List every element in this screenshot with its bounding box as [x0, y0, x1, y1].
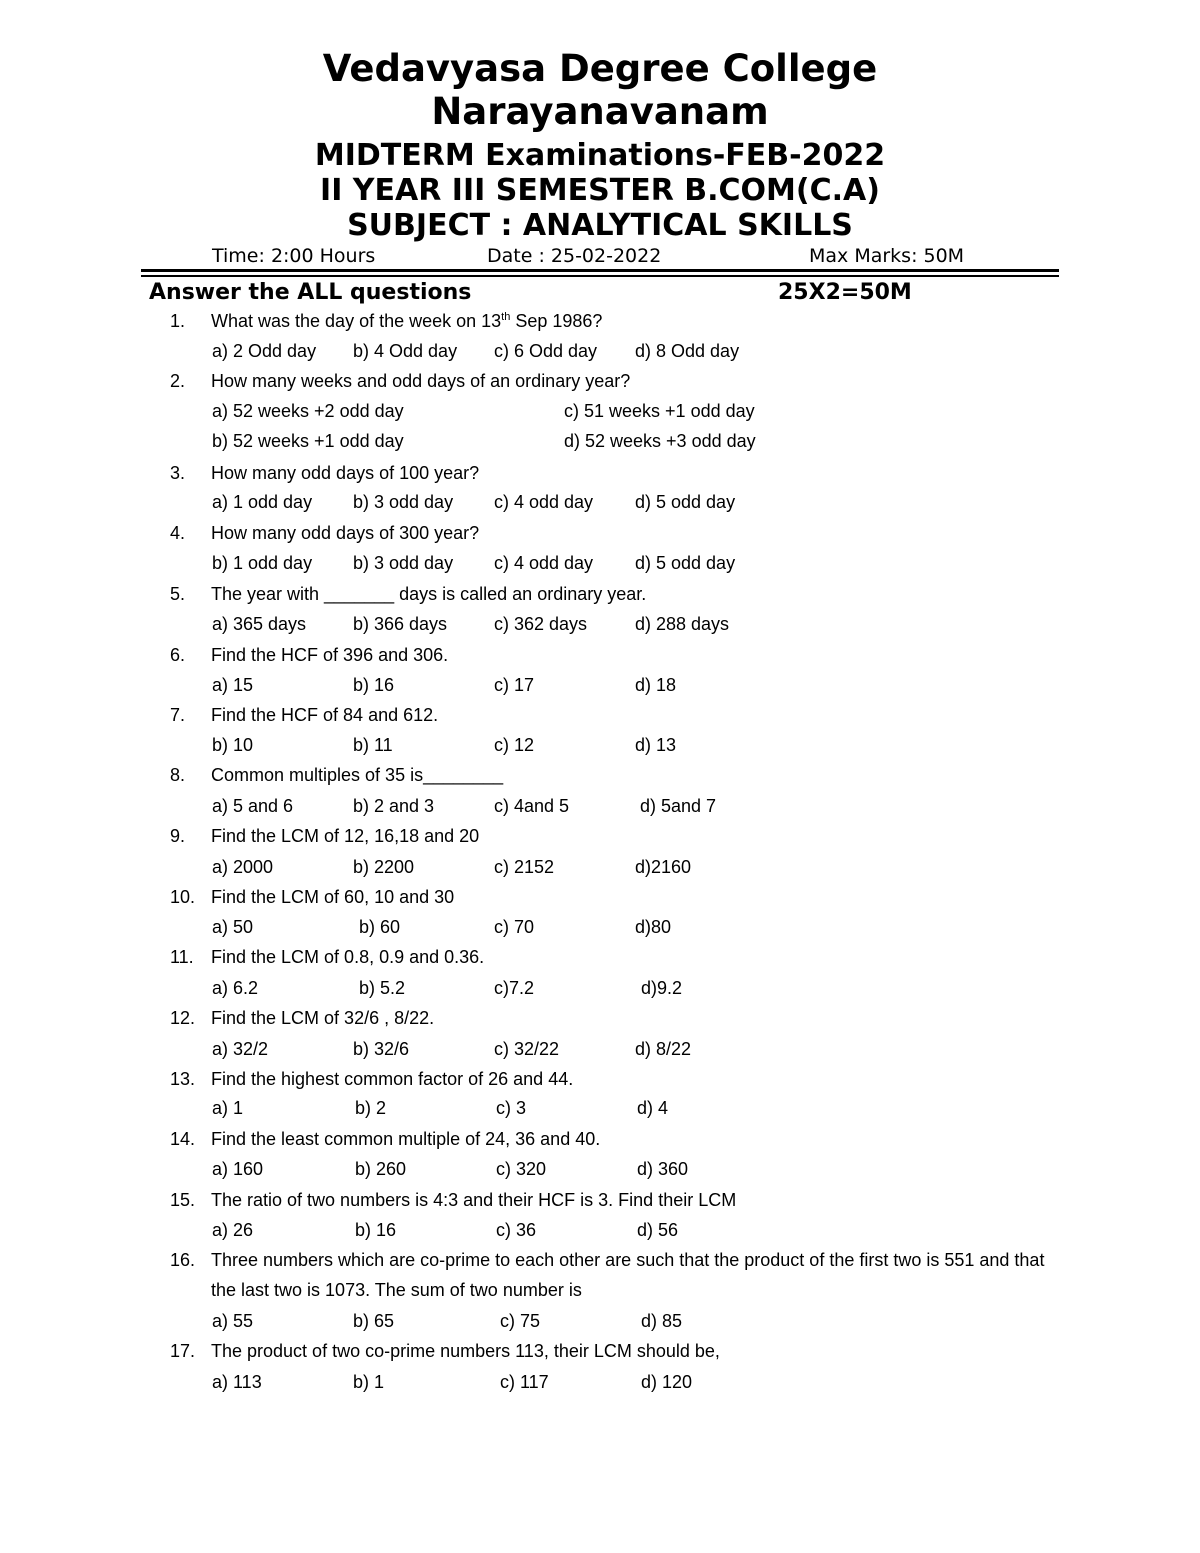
question-text: How many odd days of 100 year?: [211, 463, 480, 483]
option: c) 4 odd day: [494, 553, 594, 573]
question-number: 1.: [170, 311, 186, 331]
option: b) 11: [353, 735, 393, 755]
option: d) 5 odd day: [635, 492, 736, 512]
option: c) 4and 5: [494, 796, 570, 816]
question-number: 7.: [170, 705, 186, 725]
option: a) 113: [212, 1372, 262, 1392]
option: d)9.2: [641, 978, 683, 998]
option: c) 17: [494, 675, 535, 695]
instructions-text: Answer the ALL questions: [149, 280, 472, 305]
question-number: 17.: [170, 1341, 196, 1361]
header-divider: [141, 269, 1059, 272]
question-number: 5.: [170, 584, 186, 604]
question-number: 2.: [170, 371, 186, 391]
option: a) 1: [212, 1098, 244, 1118]
option: d) 85: [641, 1311, 683, 1331]
option: c) 36: [496, 1220, 537, 1240]
option: a) 32/2: [212, 1039, 269, 1059]
option: d) 8 Odd day: [635, 341, 740, 361]
question-text: The ratio of two numbers is 4:3 and their HCF is 3. Find their LCM: [211, 1190, 737, 1210]
option: c) 6 Odd day: [494, 341, 598, 361]
option: a) 50: [212, 917, 254, 937]
option: b) 1 odd day: [212, 553, 313, 573]
option: b) 2 and 3: [353, 796, 435, 816]
question-text: Find the LCM of 32/6 , 8/22.: [211, 1008, 435, 1028]
question-number: 4.: [170, 523, 186, 543]
exam-time: Time: 2:00 Hours: [212, 245, 376, 267]
question-text: How many odd days of 300 year?: [211, 523, 480, 543]
option: b) 2200: [353, 857, 415, 877]
question-text-part: Sep 1986?: [510, 311, 603, 331]
question-text: Find the HCF of 84 and 612.: [211, 705, 439, 725]
question-text: Three numbers which are co-prime to each other are such that the product of the first two is 551 and that the last two is 1073. The sum of two number is: [211, 1250, 1045, 1300]
question-number: 6.: [170, 645, 186, 665]
option: b) 60: [359, 917, 401, 937]
question-number: 16.: [170, 1250, 196, 1270]
option: b) 2: [355, 1098, 387, 1118]
option: a) 6.2: [212, 978, 259, 998]
question-text: Find the highest common factor of 26 and 44.: [211, 1069, 574, 1089]
question-text: Find the LCM of 60, 10 and 30: [211, 887, 455, 907]
option: d) 4: [637, 1098, 669, 1118]
college-place: Narayanavanam: [431, 90, 769, 133]
college-name: Vedavyasa Degree College: [322, 47, 878, 90]
option: b) 4 Odd day: [353, 341, 458, 361]
exam-date: Date : 25-02-2022: [487, 245, 662, 267]
option: d) 5 odd day: [635, 553, 736, 573]
question-number: 14.: [170, 1129, 196, 1149]
option: a) 5 and 6: [212, 796, 294, 816]
option: d) 18: [635, 675, 677, 695]
option: d)2160: [635, 857, 692, 877]
option: a) 15: [212, 675, 254, 695]
question-number: 12.: [170, 1008, 196, 1028]
marks-scheme: 25X2=50M: [778, 280, 912, 305]
subject-title: SUBJECT : ANALYTICAL SKILLS: [347, 208, 853, 243]
question-number: 8.: [170, 765, 186, 785]
option: b) 260: [355, 1159, 407, 1179]
option: d) 5and 7: [640, 796, 717, 816]
option: d) 120: [641, 1372, 693, 1392]
option: c) 3: [496, 1098, 527, 1118]
option: d) 288 days: [635, 614, 730, 634]
option: a) 2000: [212, 857, 274, 877]
option: b) 16: [355, 1220, 397, 1240]
option: c) 32/22: [494, 1039, 560, 1059]
question-text: Find the HCF of 396 and 306.: [211, 645, 449, 665]
question-text: The product of two co-prime numbers 113, their LCM should be,: [211, 1341, 720, 1361]
option: b) 32/6: [353, 1039, 410, 1059]
option: c) 362 days: [494, 614, 588, 634]
exam-title: MIDTERM Examinations-FEB-2022: [314, 138, 886, 173]
option: b) 5.2: [359, 978, 406, 998]
question-number: 9.: [170, 826, 186, 846]
option: d) 360: [637, 1159, 689, 1179]
option: c) 75: [500, 1311, 541, 1331]
option: c) 320: [496, 1159, 547, 1179]
option: c) 4 odd day: [494, 492, 594, 512]
option: a) 55: [212, 1311, 254, 1331]
question-text: Find the LCM of 0.8, 0.9 and 0.36.: [211, 947, 485, 967]
question-number: 11.: [170, 947, 194, 967]
option: b) 10: [212, 735, 254, 755]
max-marks: Max Marks: 50M: [809, 245, 965, 267]
option: c)7.2: [494, 978, 535, 998]
question-text: Find the least common multiple of 24, 36 and 40.: [211, 1129, 601, 1149]
option: b) 52 weeks +1 odd day: [212, 431, 404, 451]
option: c) 2152: [494, 857, 555, 877]
question-text: The year with _______ days is called an ordinary year.: [211, 584, 647, 604]
option: d) 52 weeks +3 odd day: [564, 431, 756, 451]
question-text-part: What was the day of the week on 13: [211, 311, 502, 331]
option: c) 70: [494, 917, 535, 937]
option: b) 366 days: [353, 614, 448, 634]
ordinal-suffix: th: [501, 311, 511, 323]
option: c) 51 weeks +1 odd day: [564, 401, 755, 421]
option: a) 26: [212, 1220, 254, 1240]
option: b) 3 odd day: [353, 553, 454, 573]
question-number: 10.: [170, 887, 196, 907]
option: c) 117: [500, 1372, 549, 1392]
option: b) 3 odd day: [353, 492, 454, 512]
question-text: Find the LCM of 12, 16,18 and 20: [211, 826, 480, 846]
option: d) 56: [637, 1220, 679, 1240]
header-divider-second: [141, 275, 1059, 277]
option: c) 12: [494, 735, 535, 755]
question-text: [211, 306, 1071, 336]
option: b) 1: [353, 1372, 385, 1392]
question-text: How many weeks and odd days of an ordinary year?: [211, 371, 631, 391]
option: b) 16: [353, 675, 395, 695]
question-number: 15.: [170, 1190, 196, 1210]
question-text: Common multiples of 35 is________: [211, 765, 504, 785]
question-number: 13.: [170, 1069, 196, 1089]
option: a) 2 Odd day: [212, 341, 317, 361]
option: d) 13: [635, 735, 677, 755]
question-number: 3.: [170, 463, 186, 483]
option: d)80: [635, 917, 672, 937]
option: a) 52 weeks +2 odd day: [212, 401, 404, 421]
option: a) 160: [212, 1159, 264, 1179]
option: a) 365 days: [212, 614, 307, 634]
option: a) 1 odd day: [212, 492, 313, 512]
year-semester: II YEAR III SEMESTER B.COM(C.A): [320, 173, 880, 208]
option: b) 65: [353, 1311, 395, 1331]
option: d) 8/22: [635, 1039, 692, 1059]
